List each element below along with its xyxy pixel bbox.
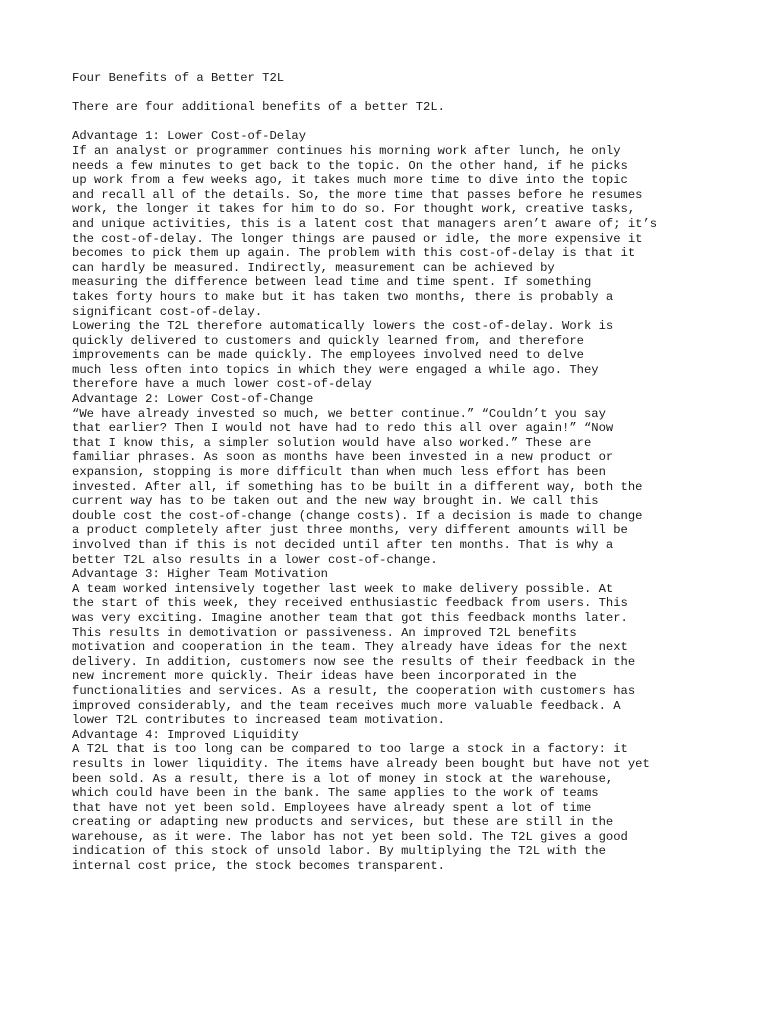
text-line: This results in demotivation or passiveness. An improved T2L benefits [72, 625, 577, 640]
text-line: Advantage 4: Improved Liquidity [72, 727, 299, 742]
text-line: which could have been in the bank. The same applies to the work of teams [72, 786, 599, 801]
document-title: Four Benefits of a Better T2L [72, 71, 285, 85]
text-line: involved than if this is not decided until after ten months. That is why a [72, 538, 614, 552]
text-line: lower T2L contributes to increased team motivation. [72, 713, 445, 728]
text-line: motivation and cooperation in the team. They already have ideas for the next [72, 640, 628, 655]
text-line: significant cost-of-delay. [72, 304, 263, 319]
text-line: improvements can be made quickly. The employees involved need to delve [72, 348, 584, 363]
text-line: functionalities and services. As a result, the cooperation with customers has [72, 683, 636, 698]
text-line: and recall all of the details. So, the more time that passes before he resumes [72, 187, 643, 202]
text-line: A T2L that is too long can be compared to too large a stock in a factory: it [72, 742, 628, 757]
text-line: was very exciting. Imagine another team that got this feedback months later. [72, 610, 628, 625]
text-line: that have not yet been sold. Employees have already spent a lot of time [72, 800, 592, 815]
text-line: up work from a few weeks ago, it takes much more time to dive into the topic [72, 173, 628, 188]
text-line: A team worked intensively together last week to make delivery possible. At [72, 581, 614, 596]
text-line: double cost the cost-of-change (change costs). If a decision is made to change [72, 508, 643, 523]
text-line: creating or adapting new products and services, but these are still in the [72, 815, 614, 830]
text-line: “We have already invested so much, we better continue.” “Couldn’t you say [72, 406, 606, 421]
text-line: warehouse, as it were. The labor has not yet been sold. The T2L gives a good [72, 829, 628, 844]
text-line: current way has to be taken out and the new way brought in. We call this [72, 494, 599, 509]
text-line: improved considerably, and the team receives much more valuable feedback. A [72, 698, 621, 713]
text-line: the start of this week, they received enthusiastic feedback from users. This [72, 596, 628, 611]
blank-line [72, 86, 692, 101]
text-line: therefore have a much lower cost-of-delay [72, 377, 372, 392]
text-line: that I know this, a simpler solution would have also worked.” These are [72, 435, 592, 450]
text-line: takes forty hours to make but it has taken two months, there is probably a [72, 289, 614, 304]
text-line: indication of this stock of unsold labor. By multiplying the T2L with the [72, 844, 606, 859]
text-line: internal cost price, the stock becomes transparent. [72, 859, 445, 874]
text-line: new increment more quickly. Their ideas have been incorporated in the [72, 669, 577, 684]
text-line: Lowering the T2L therefore automatically lowers the cost-of-delay. Work is [72, 319, 614, 334]
blank-line [72, 115, 692, 130]
text-line: expansion, stopping is more difficult than when much less effort has been [72, 465, 606, 480]
text-line: a product completely after just three months, very different amounts will be [72, 523, 628, 538]
text-line: and unique activities, this is a latent cost that managers aren’t aware of; it’s [72, 216, 658, 231]
text-line: invested. After all, if something has to be built in a different way, both the [72, 479, 643, 494]
document-body [72, 129, 692, 873]
text-line: Advantage 2: Lower Cost-of-Change [72, 392, 314, 407]
document-page [72, 71, 692, 874]
text-line: much less often into topics in which they were engaged a while ago. They [72, 362, 599, 377]
text-line: needs a few minutes to get back to the topic. On the other hand, if he picks [72, 158, 628, 173]
text-line: work, the longer it takes for him to do so. For thought work, creative tasks, [72, 202, 636, 217]
text-line: the cost-of-delay. The longer things are paused or idle, the more expensive it [72, 231, 643, 246]
text-line: Advantage 3: Higher Team Motivation [72, 567, 328, 582]
text-line: measuring the difference between lead time and time spent. If something [72, 275, 592, 290]
text-line: can hardly be measured. Indirectly, measurement can be achieved by [72, 260, 555, 275]
text-line: delivery. In addition, customers now see the results of their feedback in the [72, 654, 636, 669]
text-line: Advantage 1: Lower Cost-of-Delay [72, 129, 307, 144]
text-line: familiar phrases. As soon as months have been invested in a new product or [72, 450, 614, 465]
text-line: better T2L also results in a lower cost-of-change. [72, 552, 438, 567]
text-line: becomes to pick them up again. The problem with this cost-of-delay is that it [72, 246, 636, 261]
text-line: results in lower liquidity. The items have already been bought but have not yet [72, 756, 650, 771]
text-line: that earlier? Then I would not have had to redo this all over again!” “Now [72, 421, 614, 436]
text-line: If an analyst or programmer continues his morning work after lunch, he only [72, 143, 621, 158]
intro-text: There are four additional benefits of a better T2L. [72, 100, 445, 115]
text-line: quickly delivered to customers and quickly learned from, and therefore [72, 333, 584, 348]
text-line: been sold. As a result, there is a lot of money in stock at the warehouse, [72, 771, 614, 786]
